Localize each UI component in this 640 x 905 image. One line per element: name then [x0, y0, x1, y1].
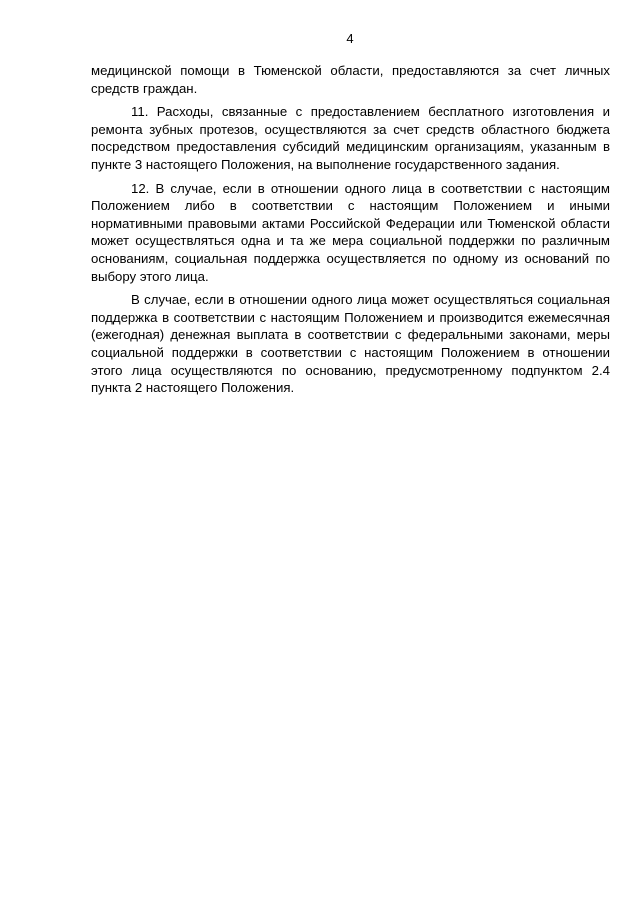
- page-number: 4: [346, 31, 354, 46]
- document-body: [91, 62, 610, 397]
- paragraph-item-11: 11. Расходы, связанные с предоставлением бесплатного изготовления и ремонта зубных протезов, осуществляются за счет средств областного бюджета посредством предоставления субсидий медицинским организациям, указанным в пункте 3 настоящего Положения, на выполнение государственного задания.: [91, 104, 610, 172]
- paragraph-continuation: медицинской помощи в Тюменской области, предоставляются за счет личных средств граждан.: [91, 63, 610, 96]
- paragraph-item-12: 12. В случае, если в отношении одного лица в соответствии с настоящим Положением либо в соответствии с настоящим Положением и иными нормативными правовыми актами Российской Федерации или Тюменской области может осуществляться одна и та же мера социальной поддержки по различным основаниям, социальная поддержка осуществляется по одному из оснований по выбору этого лица.: [91, 180, 610, 284]
- paragraph-item-12-continuation: В случае, если в отношении одного лица может осуществляться социальная поддержка в соответствии с настоящим Положением и производится ежемесячная (ежегодная) денежная выплата в соответствии с федеральными законами, меры социальной поддержки в соответствии с настоящим Положением в отношении этого лица осуществляются по основанию, предусмотренному подпунктом 2.4 пункта 2 настоящего Положения.: [91, 292, 610, 396]
